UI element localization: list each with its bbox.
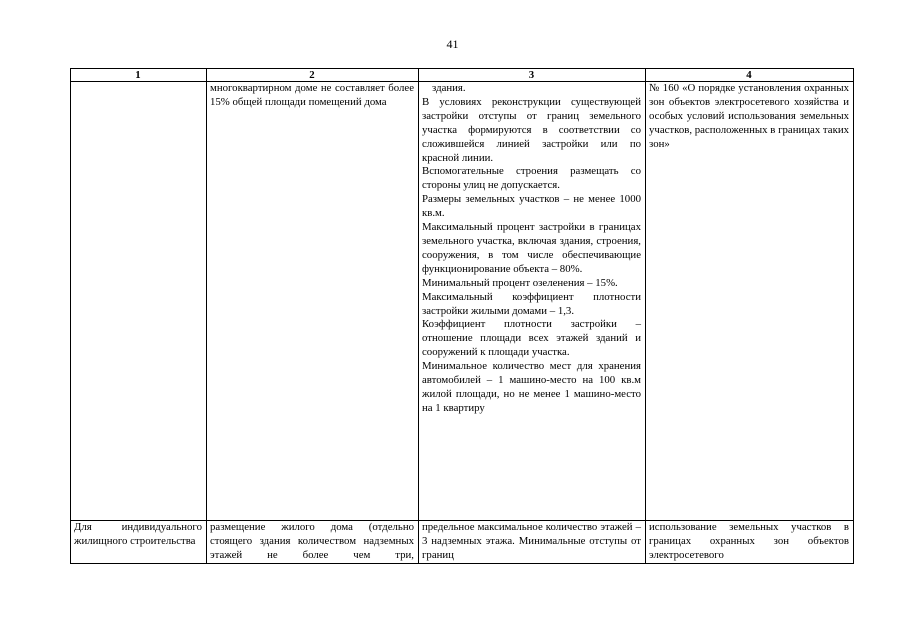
row1-col1-cell <box>71 82 207 521</box>
column-header-4: 4 <box>646 69 854 82</box>
row1-col3-paragraph: здания. <box>432 82 466 94</box>
table-header-row <box>71 69 854 82</box>
row1-col3-paragraph: Минимальное количество мест для хранения автомобилей – 1 машино-место на 100 кв.м жилой площади, но не менее 1 машино-место на 1 квартиру <box>422 360 641 414</box>
row1-col3-paragraph: Максимальный коэффициент плотности застройки жилыми домами – 1,3. <box>422 290 641 317</box>
row1-col3-paragraph: В условиях реконструкции существующей застройки отступы от границ земельного участка формируются в соответствии со сложившейся линией застройки или по красной линии. <box>422 95 641 164</box>
row2-col4-text: использование земельных участков в границах охранных зон объектов электросетевого <box>649 521 849 561</box>
table-row <box>71 82 854 521</box>
table-row <box>71 521 854 564</box>
row2-col1-text: Для индивидуального жилищного строительства <box>74 521 202 547</box>
row1-col2-cell <box>207 82 419 521</box>
row1-col2-text: многоквартирном доме не составляет более 15% общей площади помещений дома <box>210 82 414 108</box>
row1-col3-paragraph: Коэффициент плотности застройки – отношение площади всех этажей зданий и сооружений к площади участка. <box>422 318 641 359</box>
column-header-1: 1 <box>71 69 207 82</box>
row2-col4-cell <box>646 521 854 564</box>
row2-col2-text: размещение жилого дома (отдельно стоящего здания количеством надземных этажей не более чем три, <box>210 521 414 561</box>
row1-col3-paragraph: Минимальный процент озеленения – 15%. <box>422 276 618 289</box>
row1-col4-cell <box>646 82 854 521</box>
column-header-2: 2 <box>207 69 419 82</box>
column-header-3: 3 <box>419 69 646 82</box>
row2-col3-cell <box>419 521 646 564</box>
row2-col2-cell <box>207 521 419 564</box>
row1-col3-cell <box>419 82 646 521</box>
regulations-table <box>70 68 854 564</box>
row1-col3-paragraph: Размеры земельных участков – не менее 1000 кв.м. <box>422 193 641 220</box>
row2-col3-text: предельное максимальное количество этажей – 3 надземных этажа. Минимальные отступы от границ <box>422 521 641 561</box>
row1-col3-paragraph: Максимальный процент застройки в границах земельного участка, включая здания, строения, сооружения, в том числе обеспечивающие функционирование объекта – 80%. <box>422 221 641 275</box>
row1-col4-text: № 160 «О порядке установления охранных зон объектов электросетевого хозяйства и особых условий использования земельных участков, расположенных в границах таких зон» <box>649 82 849 150</box>
row1-col3-paragraph: Вспомогательные строения размещать со стороны улиц не допускается. <box>422 165 641 192</box>
page-number: 41 <box>446 37 459 51</box>
row2-col1-cell <box>71 521 207 564</box>
